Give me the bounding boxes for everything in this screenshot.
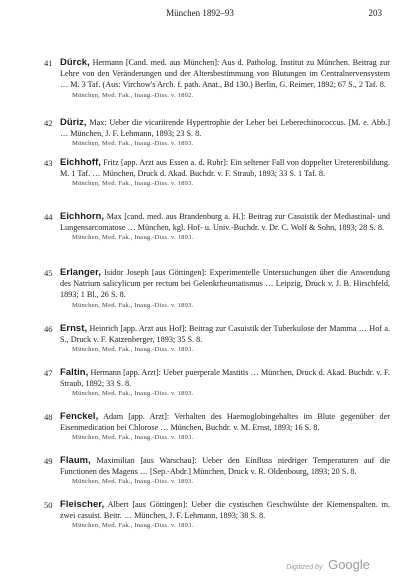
entry-number: 43: [44, 158, 53, 168]
digitization-watermark: [286, 557, 370, 572]
page-header: [0, 8, 400, 22]
entry-body: Isidor Joseph [aus Göttingen]: Experimentelle Untersuchungen über die Anwendung des Natrium salicylicum per rectum bei Gelenkrheumatismus … Leipzig, Druck v. J. B. Hirschfeld, 1893; 1 Bl., 26 S. 8.: [60, 268, 390, 300]
entry-number: 46: [44, 324, 53, 334]
entry-note: München, Med. Fak., Inaug.-Diss. v. 1893.: [72, 180, 194, 188]
entry-note: München, Med. Fak., Inaug.-Diss. v. 1893.: [72, 478, 194, 486]
entry-number: 41: [44, 58, 53, 68]
author-name: Flaum,: [60, 454, 91, 465]
entry-number: 49: [44, 456, 53, 466]
entry-text: [60, 210, 390, 242]
author-name: Eichhoff,: [60, 156, 102, 167]
entry-number: 50: [44, 500, 53, 510]
entry-note: München, Med. Fak., Inaug.-Diss. v. 1893.: [72, 522, 194, 530]
entry-note: München, Med. Fak., Inaug.-Diss. v. 1893.: [72, 346, 194, 354]
entry-text: [60, 366, 390, 398]
entry-number: 47: [44, 368, 53, 378]
entry-body: Max [cand. med. aus Brandenburg a. H.]: Beitrag zur Casuistik der Mediastinal- und Lungensarcomatose … München, kgl. Hof- u. Univ.-Buchdr. v. Dr. C. Wolf & Sohn, 1893; 28 S. 8.: [60, 212, 391, 233]
author-name: Erlanger,: [60, 266, 102, 277]
author-name: Ernst,: [60, 322, 88, 333]
author-name: Eichhorn,: [60, 210, 105, 221]
entry-note: München, Med. Fak., Inaug.-Diss. v. 1892.: [72, 91, 194, 99]
entry-body: Fritz [app. Arzt aus Essen a. d. Ruhr]: Ein seltener Fall von doppelter Ureterenbildung. M. 1 Taf. … München, Druck d. Akad. Buchdr. v. F. Straub, 1893; 33 S. 1 Taf. 8.: [60, 158, 390, 179]
author-name: Fenckel,: [60, 410, 99, 421]
entry-number: 42: [44, 118, 53, 128]
entry-number: 48: [44, 412, 53, 422]
author-name: Dürck,: [60, 56, 90, 67]
author-name: Faltin,: [60, 366, 89, 377]
author-name: Fleischer,: [60, 498, 105, 509]
entry-text: [60, 410, 390, 442]
entry-body: Hermann [Cand. med. aus München]: Aus d. Patholog. Institut zu München. Beitrag zur Lehre von den Veränderungen und der Altersbestimmung von Blutungen im Centralnervensystem … M. 3 Taf. (Aus: Virchow's Arch. f. path. Anat., Bd 130.) Berlin, G. Reimer, 1892; 67 S., 2 Taf. 8.: [60, 58, 391, 90]
entry-note: München, Med. Fak., Inaug.-Diss. v. 1893.: [72, 301, 194, 309]
entry-note: München, Med. Fak., Inaug.-Diss. v. 1893.: [72, 234, 194, 242]
entry-text: [60, 56, 390, 100]
entry-text: [60, 266, 390, 310]
entry-body: Hermann [app. Arzt]: Ueber puerperale Mastitis … München, Druck d. Akad. Buchdr. v. F. Straub, 1892; 33 S. 8.: [60, 368, 390, 389]
entry-body: Albert [aus Göttingen]: Ueber die cystischen Geschwülste der Kiemenspalten. m. zwei casuist. Beitr. … München, J. F. Lehmann, 1893; 38 S. 8.: [60, 500, 390, 521]
watermark-prefix: Digitized by: [286, 564, 323, 571]
entry-text: [60, 322, 390, 354]
entry-number: 45: [44, 268, 53, 278]
entry-body: Maximilian [aus Warschau]: Ueber den Einfluss niedriger Temperaturen auf die Functionen des Magens … [Sep.-Abdr.] München, Druck v. R. Oldenbourg, 1893; 20 S. 8.: [60, 456, 390, 477]
entry-body: Max: Ueber die vicariirende Hypertrophie der Leber bei Leberechinococcus. [M. e. Abb.] … München, J. F. Lehmann, 1893; 23 S. 8.: [60, 118, 390, 139]
entry-text: [60, 156, 390, 188]
entry-note: München, Med. Fak., Inaug.-Diss. v. 1893.: [72, 140, 194, 148]
page-number: 203: [368, 8, 382, 18]
watermark-brand: Google: [328, 557, 370, 572]
entry-text: [60, 498, 390, 530]
running-title: München 1892–93: [166, 8, 234, 18]
entry-body: Heinrich [app. Arzt aus Hof]: Beitrag zur Casuistik der Tuberkulose der Mamma … Hof a. S., Druck v. F. Katzenberger, 1893; 35 S. 8.: [60, 324, 390, 345]
entry-note: München, Med. Fak., Inaug.-Diss. v. 1893.: [72, 434, 194, 442]
entry-note: München, Med. Fak., Inaug.-Diss. v. 1893.: [72, 390, 194, 398]
entry-body: Adam [app. Arzt]: Verhalten des Haemoglobingehaltes im Blute gegenüber der Eisenmedication bei Chlorose … München, Buchdr. v. M. Ernst, 1893; 16 S. 8.: [60, 412, 390, 433]
entry-number: 44: [44, 212, 53, 222]
entry-text: [60, 454, 390, 486]
author-name: Düriz,: [60, 116, 87, 127]
entry-text: [60, 116, 390, 148]
